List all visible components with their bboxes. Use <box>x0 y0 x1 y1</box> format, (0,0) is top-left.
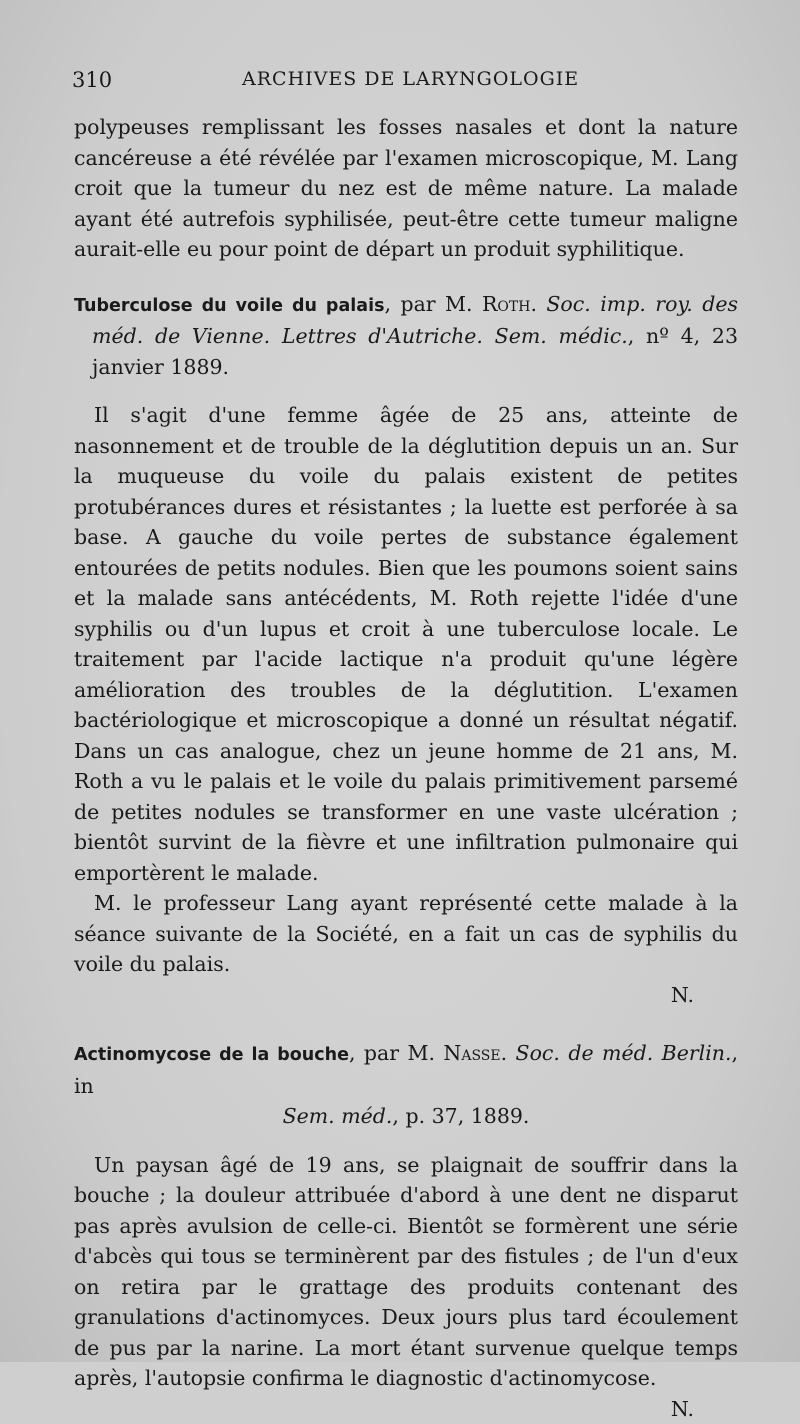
author-name: Nasse <box>443 1041 500 1065</box>
page-header <box>72 68 732 98</box>
spacer <box>74 1132 738 1150</box>
source-connector: , in <box>74 1041 738 1098</box>
article-paragraph-text: Un paysan âgé de 19 ans, se plaignait de souffrir dans la bouche ; la douleur attribuée d'abord à une dent ne disparut pas après avulsion de celle-ci. Bientôt se formèrent une série d'abcès qui tous se terminèrent par des fistules ; de l'un d'eux on retira par le grattage des produits contenant des granulations d'actinomyces. Deux jours plus tard écoulement de pus par la narine. La mort étant survenue quelque temps après, l'autopsie confirma le diagnostic d'actinomycose. <box>74 1153 738 1391</box>
article-title: Tuberculose du voile du palais <box>74 296 385 316</box>
article-source-secondary: Sem. méd. <box>283 1104 393 1128</box>
article-source: Soc. de méd. Berlin. <box>516 1041 732 1065</box>
byline-prefix: , par M. <box>349 1041 443 1065</box>
article-signature: N. <box>651 1394 694 1424</box>
article-source: Soc. imp. roy. des méd. de Vienne. Lettres d'Autriche. Sem. médic. <box>92 292 738 349</box>
spacer <box>74 382 738 400</box>
article-title: Actinomycose de la bouche <box>74 1045 349 1065</box>
article-issue: , p. 37, 1889. <box>392 1104 529 1128</box>
article-heading-tuberculose <box>74 289 738 383</box>
byline-prefix: , par M. <box>385 292 482 316</box>
article-heading-actinomycose <box>74 1038 738 1132</box>
byline-separator: . <box>501 1041 516 1065</box>
author-name: Roth <box>482 292 530 316</box>
running-title: ARCHIVES DE LARYNGOLOGIE <box>242 68 579 90</box>
intro-paragraph: polypeuses remplissant les fosses nasales et dont la nature cancéreuse a été révélée par l'examen microscopique, M. Lang croit que la tumeur du nez est de même nature. La malade ayant été autrefois syphilisée, peut-être cette tumeur maligne aurait-elle eu pour point de départ un produit syphilitique. <box>74 112 738 265</box>
article-signature: N. <box>74 980 738 1011</box>
page-number: 310 <box>72 68 112 92</box>
article-paragraph: Il s'agit d'une femme âgée de 25 ans, atteinte de nasonnement et de trouble de la déglutition depuis un an. Sur la muqueuse du voile du palais existent de petites protubérances dures et résistantes ; la luette est perforée à sa base. A gauche du voile pertes de substance également entourées de petits nodules. Bien que les poumons soient sains et la malade sans antécédents, M. Roth rejette l'idée d'une syphilis ou d'un lupus et croit à une tuberculose locale. Le traitement par l'acide lactique n'a produit qu'une légère amélioration des troubles de la déglutition. L'examen bactériologique et microscopique a donné un résultat négatif. Dans un cas analogue, chez un jeune homme de 21 ans, M. Roth a vu le palais et le voile du palais primitivement parsemé de petites nodules se transformer en une vaste ulcération ; bientôt survint de la fièvre et une infiltration pulmonaire qui emportèrent le malade. <box>74 400 738 888</box>
article-paragraph-with-signature <box>74 1150 738 1394</box>
byline-separator: . <box>530 292 546 316</box>
body-text <box>74 112 738 1424</box>
article-paragraph: M. le professeur Lang ayant représenté cette malade à la séance suivante de la Société, en a fait un cas de syphilis du voile du palais. <box>74 888 738 980</box>
article-issue: , nº 4, 23 janvier 1889. <box>92 324 738 379</box>
article-source-line <box>74 1101 738 1132</box>
